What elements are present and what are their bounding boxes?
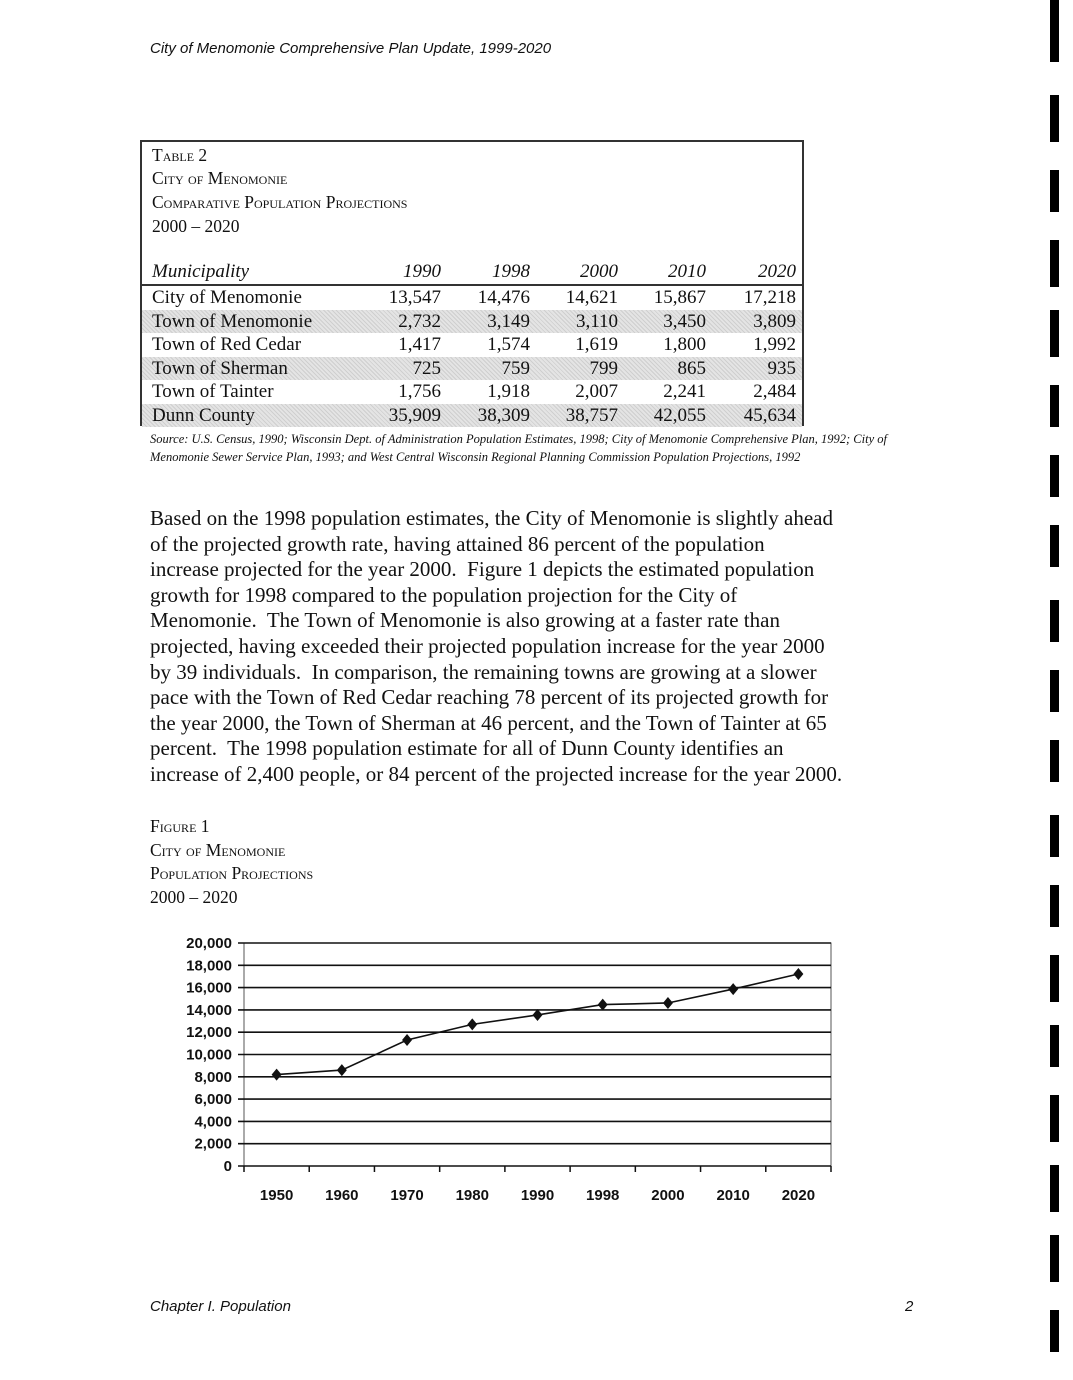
x-tick-label: 2010 bbox=[716, 1187, 750, 1204]
paragraph-line: increase projected for the year 2000. Figure 1 depicts the estimated population bbox=[150, 557, 815, 582]
cell-value: 35,909 bbox=[388, 404, 441, 426]
cell-value: 1990 bbox=[403, 261, 441, 282]
x-tick-label: 1980 bbox=[455, 1187, 489, 1204]
cell-value: 1998 bbox=[492, 261, 530, 282]
x-tick-label: 2000 bbox=[651, 1187, 685, 1204]
y-tick-label: 0 bbox=[223, 1158, 232, 1175]
cell-value: 2010 bbox=[668, 261, 706, 282]
cell-value: 1,574 bbox=[487, 334, 530, 355]
paragraph-line: Menomonie. The Town of Menomonie is also growing at a faster rate than bbox=[150, 608, 780, 633]
table-title-line: Comparative Population Projections bbox=[152, 192, 408, 212]
series-line bbox=[277, 974, 799, 1075]
paragraph-line: projected, having exceeded their projected population increase for the year 2000 bbox=[150, 633, 825, 658]
cell-value: 3,149 bbox=[487, 310, 530, 332]
data-point-marker bbox=[533, 1009, 543, 1021]
paragraph-line: growth for 1998 compared to the population projection for the City of bbox=[150, 582, 738, 607]
cell-value: 14,476 bbox=[477, 287, 530, 308]
running-header: City of Menomonie Comprehensive Plan Update, 1999-2020 bbox=[150, 40, 552, 57]
cell-value: 38,757 bbox=[565, 404, 618, 426]
cell-municipality: City of Menomonie bbox=[152, 287, 302, 308]
y-tick-label: 6,000 bbox=[194, 1091, 232, 1109]
paragraph-line: of the projected growth rate, having attained 86 percent of the population bbox=[150, 531, 765, 556]
paragraph-line: the year 2000, the Town of Sherman at 46 percent, and the Town of Tainter at 65 bbox=[150, 710, 827, 735]
x-tick-label: 1960 bbox=[325, 1187, 359, 1204]
cell-value: 725 bbox=[412, 357, 441, 379]
x-tick-label: 1990 bbox=[520, 1187, 555, 1204]
cell-value: 17,218 bbox=[743, 287, 796, 308]
cell-value: 1,417 bbox=[398, 334, 441, 355]
cell-value: 45,634 bbox=[743, 404, 796, 426]
y-tick-label: 14,000 bbox=[186, 1001, 232, 1019]
x-tick-label: 1950 bbox=[259, 1187, 294, 1204]
data-point-marker bbox=[728, 983, 738, 995]
y-tick-label: 10,000 bbox=[186, 1046, 232, 1064]
cell-value: 759 bbox=[501, 357, 530, 379]
cell-value: 2,007 bbox=[575, 381, 618, 402]
cell-municipality: Dunn County bbox=[152, 404, 255, 426]
figure-title-line: Figure 1 bbox=[150, 816, 210, 836]
y-tick-label: 20,000 bbox=[186, 935, 232, 952]
cell-value: 1,992 bbox=[753, 334, 796, 355]
y-tick-label: 16,000 bbox=[186, 979, 232, 997]
paragraph-line: pace with the Town of Red Cedar reaching 78 percent of its projected growth for bbox=[150, 685, 829, 710]
cell-value: 1,918 bbox=[487, 381, 530, 402]
cell-value: 1,619 bbox=[575, 334, 618, 355]
cell-value: 865 bbox=[677, 357, 706, 379]
figure-title-line: City of Menomonie bbox=[150, 839, 286, 860]
cell-value: 1,800 bbox=[663, 334, 706, 355]
data-point-marker bbox=[337, 1064, 347, 1076]
x-tick-label: 1970 bbox=[390, 1187, 424, 1204]
paragraph-line: by 39 individuals. In comparison, the remaining towns are growing at a slower bbox=[150, 659, 817, 684]
cell-value: 38,309 bbox=[477, 404, 530, 426]
x-tick-label: 2020 bbox=[781, 1187, 816, 1204]
cell-municipality: Town of Red Cedar bbox=[152, 334, 302, 355]
cell-value: 3,110 bbox=[575, 310, 618, 332]
cell-value: 42,055 bbox=[653, 404, 706, 426]
y-tick-label: 12,000 bbox=[186, 1024, 232, 1042]
data-point-marker bbox=[272, 1069, 282, 1081]
cell-municipality: Municipality bbox=[152, 261, 250, 282]
table-title-line: Table 2 bbox=[152, 145, 208, 165]
cell-value: 2000 bbox=[580, 261, 618, 282]
cell-municipality: Town of Tainter bbox=[152, 381, 274, 402]
cell-value: 15,867 bbox=[653, 287, 706, 308]
cell-value: 2,732 bbox=[398, 310, 441, 332]
data-point-marker bbox=[402, 1034, 412, 1046]
paragraph-line: increase of 2,400 people, or 84 percent of the projected increase for the year 2000. bbox=[150, 761, 843, 786]
cell-municipality: Town of Sherman bbox=[152, 357, 288, 379]
cell-value: 935 bbox=[767, 357, 796, 379]
data-point-marker bbox=[467, 1018, 477, 1030]
cell-value: 3,450 bbox=[663, 310, 706, 332]
paragraph-line: percent. The 1998 population estimate for all of Dunn County identifies an bbox=[150, 736, 784, 761]
cell-value: 3,809 bbox=[753, 310, 796, 332]
y-tick-label: 18,000 bbox=[186, 957, 232, 975]
table-title-line: City of Menomonie bbox=[152, 168, 288, 188]
data-point-marker bbox=[663, 997, 673, 1009]
paragraph-line: Based on the 1998 population estimates, the City of Menomonie is slightly ahead bbox=[150, 506, 833, 530]
y-tick-label: 8,000 bbox=[194, 1068, 232, 1086]
footer-chapter: Chapter I. Population bbox=[150, 1298, 291, 1315]
cell-municipality: Town of Menomonie bbox=[152, 310, 313, 332]
cell-value: 2020 bbox=[758, 261, 796, 282]
cell-value: 14,621 bbox=[565, 287, 618, 308]
table-title-line: 2000 – 2020 bbox=[152, 216, 240, 236]
y-tick-label: 4,000 bbox=[194, 1113, 232, 1131]
figure-title-line: 2000 – 2020 bbox=[150, 886, 238, 907]
data-point-marker bbox=[793, 968, 803, 980]
data-point-marker bbox=[598, 999, 608, 1011]
cell-value: 799 bbox=[589, 357, 618, 379]
x-tick-label: 1998 bbox=[586, 1187, 620, 1204]
y-tick-label: 2,000 bbox=[194, 1135, 232, 1153]
footer-page-number: 2 bbox=[905, 1298, 914, 1315]
cell-value: 1,756 bbox=[398, 381, 441, 402]
table-source: Source: U.S. Census, 1990; Wisconsin Dept. of Administration Population Estimates, 1998; City of Menomonie Comprehensive Plan, 1992; City of Menomonie Sewer Service Plan, 1993; and West Central Wisconsin Regional Planning Commission Population Projections, 1992 bbox=[150, 432, 887, 464]
figure-title-line: Population Projections bbox=[150, 863, 314, 883]
cell-value: 2,241 bbox=[663, 381, 706, 402]
cell-value: 13,547 bbox=[388, 287, 441, 308]
cell-value: 2,484 bbox=[753, 381, 796, 402]
